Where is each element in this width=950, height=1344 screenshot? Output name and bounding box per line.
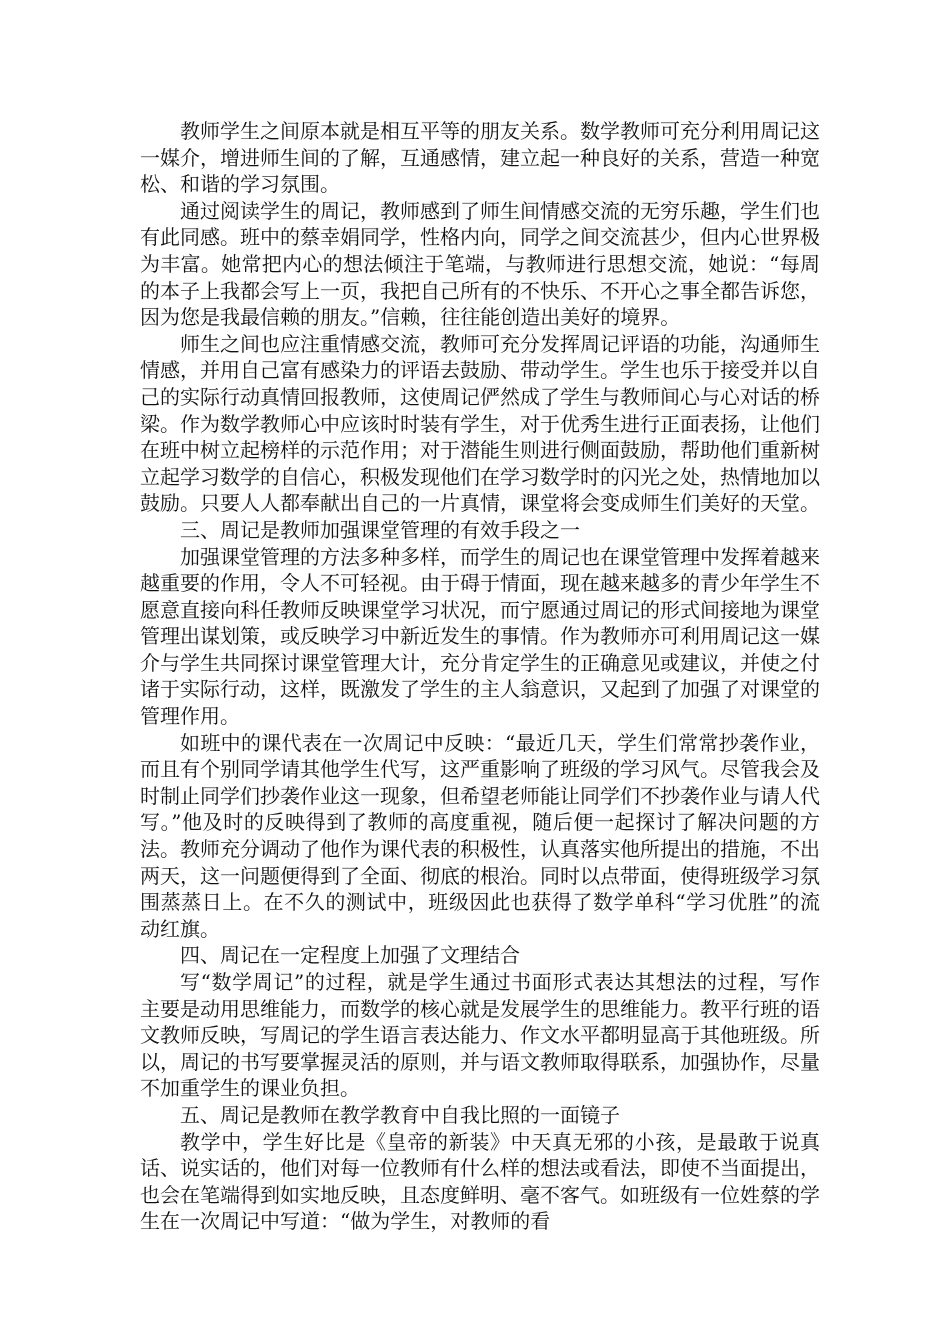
section-heading-3: 三、周记是教师加强课堂管理的有效手段之一 — [180, 517, 580, 542]
paragraph-classroom-management: 加强课堂管理的方法多种多样，而学生的周记也在课堂管理中发挥着越来越重要的作用，令人不可轻视。由于碍于情面，现在越来越多的青少年学生不愿意直接向科任教师反映课堂学习状况，而宁愿通过周记的形式间接地为课堂管理出谋划策，或反映学习中新近发生的事情。作为教师亦可利用周记这一媒介与学生共同探讨课堂管理大计，充分肯定学生的正确意见或建议，并使之付诸于实际行动，这样，既激发了学生的主人翁意识，又起到了加强了对课堂的管理作用。 — [140, 544, 820, 729]
section-heading-5: 五、周记是教师在教学教育中自我比照的一面镜子 — [180, 1102, 620, 1127]
section-heading-4: 四、周记在一定程度上加强了文理结合 — [180, 943, 520, 968]
paragraph-representative-example: 如班中的课代表在一次周记中反映：“最近几天，学生们常常抄袭作业，而且有个别同学请其他学生代写，这严重影响了班级的学习风气。尽管我会及时制止同学们抄袭作业这一现象，但希望老师能让同学们不抄袭作业与请人代写。”他及时的反映得到了教师的高度重视，随后便一起探讨了解决问题的方法。教师充分调动了他作为课代表的积极性，认真落实他所提出的措施，不出两天，这一问题便得到了全面、彻底的根治。同时以点带面，使得班级学习氛围蒸蒸日上。在不久的测试中，班级因此也获得了数学单科“学习优胜”的流动红旗。 — [140, 730, 820, 941]
document-body — [140, 118, 820, 1235]
paragraph-teacher-student-relationship: 教师学生之间原本就是相互平等的朋友关系。数学教师可充分利用周记这一媒介，增进师生间的了解，互通感情，建立起一种良好的关系，营造一种宽松、和谐的学习氛围。 — [140, 119, 820, 197]
paragraph-arts-science: 写“数学周记”的过程，就是学生通过书面形式表达其想法的过程，写作主要是动用思维能力，而数学的核心就是发展学生的思维能力。教平行班的语文教师反映，写周记的学生语言表达能力、作文水平都明显高于其他班级。所以，周记的书写要掌握灵活的原则，并与语文教师取得联系，加强协作，尽量不加重学生的课业负担。 — [140, 970, 820, 1101]
paragraph-mirror: 教学中，学生好比是《皇帝的新装》中天真无邪的小孩，是最敢于说真话、说实话的，他们对每一位教师有什么样的想法或看法，即使不当面提出，也会在笔端得到如实地反映，且态度鲜明、毫不客气。如班级有一位姓蔡的学生在一次周记中写道：“做为学生，对教师的看 — [140, 1129, 820, 1234]
paragraph-reading-diaries: 通过阅读学生的周记，教师感到了师生间情感交流的无穷乐趣，学生们也有此同感。班中的蔡幸娟同学，性格内向，同学之间交流甚少，但内心世界极为丰富。她常把内心的想法倾注于笔端，与教师进行思想交流，她说：“每周的本子上我都会写上一页，我把自己所有的不快乐、不开心之事全都告诉您，因为您是我最信赖的朋友。”信赖，往往能创造出美好的境界。 — [140, 198, 820, 330]
paragraph-emotional-exchange: 师生之间也应注重情感交流，教师可充分发挥周记评语的功能，沟通师生情感，并用自己富有感染力的评语去鼓励、带动学生。学生也乐于接受并以自己的实际行动真情回报教师，这使周记俨然成了学生与教师间心与心对话的桥梁。作为数学教师心中应该时时装有学生，对于优秀生进行正面表扬，让他们在班中树立起榜样的示范作用；对于潜能生则进行侧面鼓励，帮助他们重新树立起学习数学的自信心，积极发现他们在学习数学时的闪光之处，热情地加以鼓励。只要人人都奉献出自己的一片真情，课堂将会变成师生们美好的天堂。 — [140, 331, 820, 516]
